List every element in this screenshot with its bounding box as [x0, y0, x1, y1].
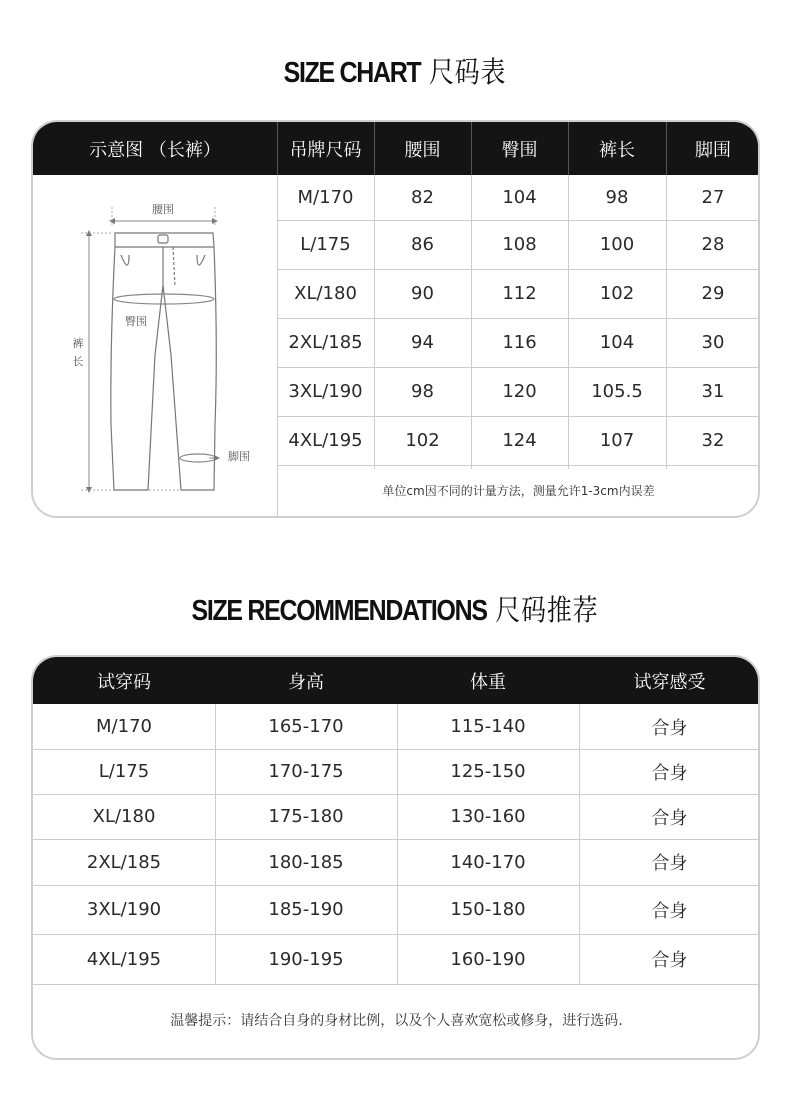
size-chart-table	[31, 120, 760, 518]
try-size-cell: L/175	[98, 761, 150, 782]
size-recommendations-title-en: SIZE RECOMMENDATIONS	[191, 595, 487, 627]
length-cell: 107	[599, 430, 635, 451]
waist-cell: 102	[405, 430, 440, 451]
tag-size-cell: L/175	[300, 234, 351, 255]
weight-cell: 130-160	[450, 806, 526, 827]
try-size-cell: M/170	[96, 716, 152, 737]
hip-label: 臀围	[125, 315, 147, 328]
tag-size-cell: 3XL/190	[288, 381, 363, 402]
hip-cell: 108	[502, 234, 537, 255]
hem-label: 脚围	[228, 450, 250, 463]
fit-cell: 合身	[651, 900, 688, 922]
measurement-note: 单位cm因不同的计量方法，测量允许1-3cm内误差	[382, 484, 655, 498]
size-recommendations-title-cn: 尺码推荐	[495, 595, 599, 627]
header-height: 身高	[288, 671, 324, 693]
size-chart-title-en: SIZE CHART	[283, 57, 421, 89]
try-size-cell: XL/180	[92, 806, 156, 827]
waist-label: 腰围	[152, 203, 174, 216]
header-diagram: 示意图 （长裤）	[89, 139, 221, 161]
header-waist: 腰围	[404, 139, 441, 161]
height-cell: 185-190	[268, 899, 344, 920]
length-label-2: 长	[72, 355, 84, 368]
weight-cell: 125-150	[450, 761, 526, 782]
tag-size-cell: 4XL/195	[288, 430, 363, 451]
header-tag-size: 吊牌尺码	[289, 139, 362, 161]
pants-diagram	[33, 175, 277, 518]
try-size-cell: 2XL/185	[86, 851, 162, 873]
tag-size-cell: XL/180	[294, 283, 357, 304]
recommendation-tip: 温馨提示：请结合自身的身材比例，以及个人喜欢宽松或修身，进行选码.	[170, 1013, 623, 1029]
header-hip: 臀围	[501, 139, 538, 161]
hem-cell: 28	[701, 234, 725, 255]
length-cell: 100	[599, 234, 635, 255]
weight-cell: 140-170	[450, 851, 526, 873]
height-cell: 175-180	[268, 806, 344, 827]
header-try-size: 试穿码	[97, 671, 151, 693]
weight-cell: 150-180	[450, 899, 526, 920]
pants-outline	[111, 233, 216, 490]
fit-cell: 合身	[651, 717, 688, 739]
size-chart-header	[33, 122, 758, 175]
waist-cell: 86	[411, 234, 434, 255]
height-cell: 180-185	[268, 851, 344, 873]
hip-cell: 124	[502, 430, 537, 451]
fit-cell: 合身	[651, 853, 688, 874]
hem-cell: 32	[701, 430, 725, 451]
length-label-1: 裤	[72, 337, 84, 350]
hip-cell: 116	[502, 332, 537, 353]
weight-cell: 160-190	[450, 948, 526, 970]
header-fit: 试穿感受	[633, 671, 706, 693]
height-cell: 190-195	[268, 948, 344, 970]
length-cell: 102	[599, 283, 635, 304]
height-cell: 165-170	[268, 716, 344, 737]
waist-cell: 82	[411, 187, 434, 208]
tag-size-cell: M/170	[297, 187, 354, 208]
hem-cell: 30	[701, 332, 725, 353]
recommendations-header	[33, 657, 758, 704]
try-size-cell: 3XL/190	[86, 899, 162, 920]
fit-cell: 合身	[651, 762, 688, 784]
weight-cell: 115-140	[450, 716, 526, 737]
size-chart-title	[55, 50, 734, 91]
waist-cell: 94	[411, 332, 434, 353]
waist-cell: 98	[411, 381, 434, 402]
hip-cell: 104	[502, 187, 537, 208]
header-weight: 体重	[470, 671, 506, 693]
fit-cell: 合身	[651, 950, 688, 971]
fit-cell: 合身	[651, 807, 688, 829]
header-hem: 脚围	[695, 139, 731, 161]
hip-cell: 120	[502, 381, 537, 402]
hem-cell: 31	[701, 381, 725, 402]
try-size-cell: 4XL/195	[86, 948, 162, 970]
tag-size-cell: 2XL/185	[288, 332, 363, 353]
size-chart-title-cn: 尺码表	[428, 57, 507, 89]
hip-cell: 112	[502, 283, 537, 304]
length-cell: 98	[605, 187, 629, 208]
size-recommendations-title	[55, 588, 734, 629]
size-recommendations-table	[31, 655, 760, 1060]
hem-cell: 27	[701, 187, 725, 208]
length-cell: 105.5	[591, 381, 643, 402]
header-length: 裤长	[599, 139, 635, 161]
length-cell: 104	[599, 332, 635, 353]
waist-cell: 90	[411, 283, 434, 304]
hem-cell: 29	[701, 283, 725, 304]
height-cell: 170-175	[268, 761, 344, 782]
